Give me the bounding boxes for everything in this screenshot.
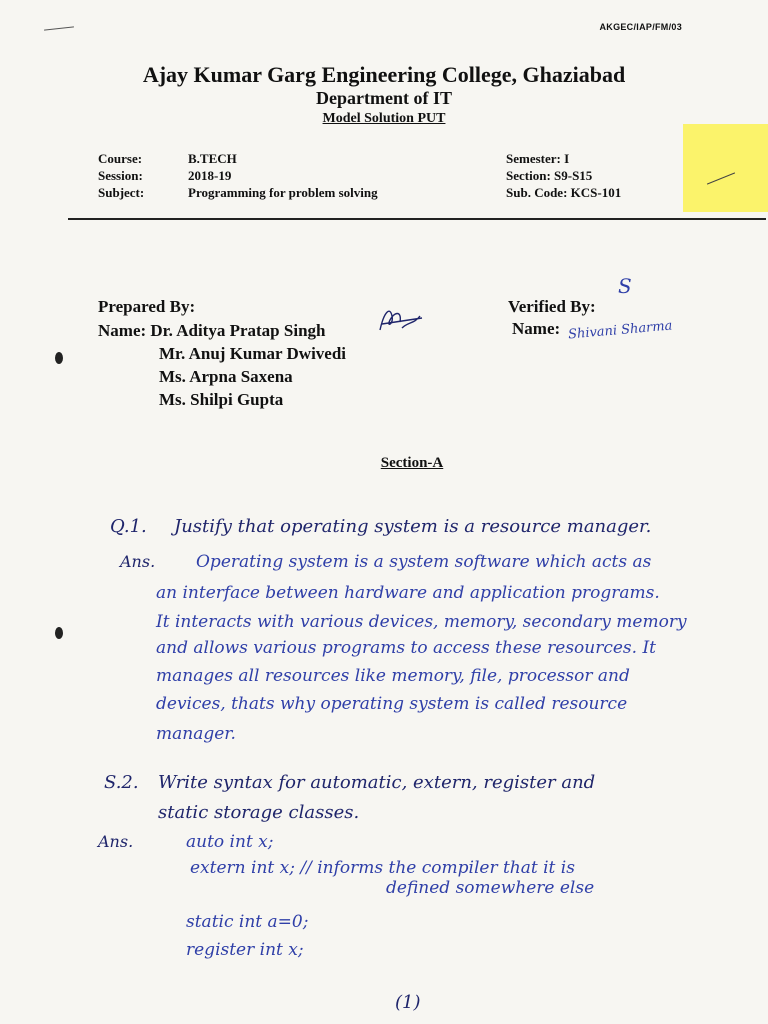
q1-answer-line: manager. (156, 724, 236, 744)
prepared-by-names (98, 319, 346, 411)
prepared-name-4: Ms. Shilpi Gupta (159, 390, 284, 409)
q1-answer-line: It interacts with various devices, memory, secondary memory (156, 612, 687, 632)
semester: Semester: I (506, 151, 570, 166)
q2-text-line: static storage classes. (158, 802, 360, 823)
subject-label: Subject: (98, 185, 145, 200)
prepared-name-3: Ms. Arpna Saxena (159, 367, 293, 386)
form-code: AKGEC/IAP/FM/03 (599, 22, 682, 32)
q2-code-line: register int x; (186, 940, 304, 960)
department-name: Department of IT (316, 88, 452, 108)
q1-answer-line: manages all resources like memory, file, processor and (156, 666, 630, 686)
course-label: Course: (98, 151, 143, 166)
q2-label: S.2. (104, 772, 139, 793)
q1-answer-line: devices, thats why operating system is called resource (156, 694, 628, 714)
verified-by-title: Verified By: (508, 297, 596, 316)
college-name: Ajay Kumar Garg Engineering College, Ghaziabad (142, 62, 626, 87)
q2-text-line: Write syntax for automatic, extern, register and (158, 772, 596, 793)
verifier-handwritten-name: Shivani Sharma (567, 318, 673, 343)
section-title-text: Section-A (380, 455, 444, 471)
q2-answer-label: Ans. (98, 832, 134, 851)
verifier-initials: S (618, 274, 632, 298)
q2-code-line: static int a=0; (186, 912, 309, 932)
prepared-name-1: Dr. Aditya Pratap Singh (150, 321, 326, 340)
punch-hole (55, 352, 63, 364)
q1-label: Q.1. (110, 516, 147, 537)
page-number: (1) (395, 992, 421, 1013)
course-info-right (506, 150, 621, 201)
punch-hole (55, 627, 63, 639)
prepared-by-title: Prepared By: (98, 297, 196, 316)
subject-value: Programming for problem solving (188, 185, 378, 200)
course-info-values (188, 150, 378, 201)
session-label: Session: (98, 168, 143, 183)
section: Section: S9-S15 (506, 168, 593, 183)
document-type (0, 111, 768, 127)
section-title (0, 455, 768, 472)
header-divider (68, 218, 766, 220)
q2-code-line: auto int x; (186, 832, 274, 852)
course-info-labels (98, 150, 144, 201)
verified-name-label: Name: (512, 319, 561, 338)
q2-code-line: extern int x; // informs the compiler that it is (190, 858, 575, 878)
prepared-name-2: Mr. Anuj Kumar Dwivedi (159, 344, 347, 363)
q1-answer-line: and allows various programs to access these resources. It (156, 638, 657, 658)
q1-answer-line: Operating system is a system software which acts as (196, 552, 652, 572)
prepared-name-row-1 (98, 319, 346, 342)
sticky-note (683, 124, 768, 212)
prepared-name-label: Name: (98, 321, 147, 340)
course-value: B.TECH (188, 151, 237, 166)
q1-text: Justify that operating system is a resource manager. (174, 516, 652, 537)
session-value: 2018-19 (188, 168, 232, 183)
q1-answer-label: Ans. (120, 552, 156, 571)
q2-code-line: defined somewhere else (386, 878, 595, 898)
corner-pen-mark (44, 26, 74, 30)
preparer-signature-icon (372, 302, 428, 338)
q1-answer-line: an interface between hardware and application programs. (156, 583, 660, 603)
document-type-text: Model Solution PUT (322, 111, 446, 126)
sub-code: Sub. Code: KCS-101 (506, 185, 622, 200)
